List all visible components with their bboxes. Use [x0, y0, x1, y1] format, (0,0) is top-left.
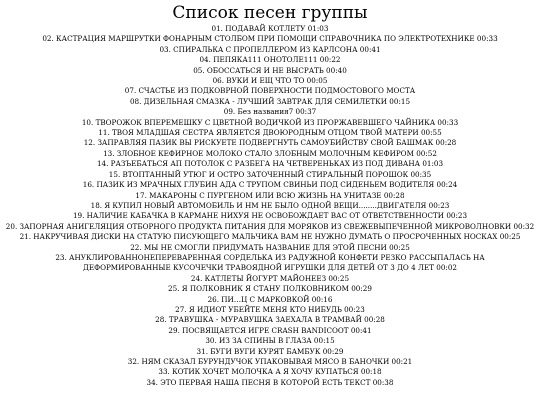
- song-list-item: 21. НАКРУЧИВАЯ ДИСКИ НА СТАТУЮ ПИСУЮЩЕГО МАЛЬЧИКА ВАМ НЕ НУЖНО ДУМАТЬ О ПРОСРОЧЕННЫХ НОСКАХ 00:25: [19, 232, 521, 242]
- song-list-item: 13. ЗЛОБНОЕ КЕФИРНОЕ МОЛОКО СТАЛО ЗЛОБНЫМ МОЛОЧНЫМ КЕФИРОМ 00:52: [103, 148, 437, 158]
- song-list-item: 26. ПИ…Ц С МАРКОВКОЙ 00:16: [207, 294, 333, 304]
- song-list-item: 27. Я ИДИОТ УБЕЙТЕ МЕНЯ КТО НИБУДЬ 00:23: [175, 304, 365, 314]
- song-list-item: 14. РАЗЪЕБАТЬСЯ АП ПОТОЛОК С РАЗБЕГА НА ЧЕТВЕРЕНЬКАХ ИЗ ПОД ДИВАНА 01:03: [96, 159, 444, 169]
- song-list-item: 02. КАСТРАЦИЯ МАРШРУТКИ ФОНАРНЫМ СТОЛБОМ ПРИ ПОМОЩИ СПРАВОЧНИКА ПО ЭЛЕКТРОТЕХНИКЕ 00:33: [42, 34, 498, 44]
- song-list-item: 31. БУГИ ВУГИ КУРЯТ БАМБУК 00:29: [196, 346, 344, 356]
- song-list-item: 05. ОБОССАТЬСЯ И НЕ ВЫСРАТЬ 00:40: [193, 65, 347, 75]
- song-list-item: 24. КАТЛЕТЫ ЙОГУРТ МАЙОНЕЕЗ 00:25: [190, 273, 350, 283]
- song-list-item: 33. КОТИК ХОЧЕТ МОЛОЧКА А Я ХОЧУ КУПАТЬСЯ 00:18: [158, 367, 382, 377]
- song-list-item: 06. ВУКИ И ЕЩ ЧТО ТО 00:05: [212, 76, 328, 86]
- song-list-item: 19. НАЛИЧИЕ КАБАЧКА В КАРМАНЕ НИХУЯ НЕ ОСВОБОЖДАЕТ ВАС ОТ ОТВЕТСТВЕННОСТИ 00:23: [72, 211, 468, 221]
- song-list-item: 32. НЯМ СКАЗАЛ БУРУНДУЧОК УПАКОВЫВАЯ МЯСО В БАНОЧКИ 00:21: [127, 357, 413, 366]
- song-list-item: 22. МЫ НЕ СМОГЛИ ПРИДУМАТЬ НАЗВАНИЕ ДЛЯ ЭТОЙ ПЕСНИ 00:25: [130, 242, 410, 252]
- song-list-item: 18. Я КУПИЛ НОВЫЙ АВТОМОБИЛЬ И НМ НЕ БЫЛО ОДНОЙ ВЕЩИ........ДВИГАТЕЛЯ 00:23: [90, 200, 450, 210]
- song-list-item: 01. ПОДАВАЙ КОТЛЕТУ 01:03: [211, 24, 329, 33]
- song-list-item: 09. Без названия7 00:37: [223, 107, 317, 117]
- song-list-item: 25. Я ПОЛКОВНИК Я СТАНУ ПОЛКОВНИКОМ 00:29: [168, 284, 372, 294]
- song-list-item: 20. ЗАПОРНАЯ АНИГЕЛЯЦИЯ ОТБОРНОГО ПРОДУКТА ПИТАНИЯ ДЛЯ МОРЯКОВ ИЗ СВЕЖЕВЫПЕЧЕННОЙ МИКРОВОЛНОВКИ 00:32: [5, 221, 535, 231]
- song-list-item: 10. ТВОРОЖОК ВПЕРЕМЕШКУ С ЦВЕТНОЙ ВОДИЧКОЙ ИЗ ПРОРЖАВЕВШЕГО ЧАЙНИКА 00:33: [81, 117, 459, 127]
- song-list-item: 07. СЧАСТЬЕ ИЗ ПОДКОВРНОЙ ПОВЕРХНОСТИ ПОДМОСТОВОГО МОСТА: [124, 86, 416, 96]
- song-list-item: 17. МАКАРОНЫ С ПУРГЕНОМ ИЛИ ВСЮ ЖИЗНЬ НА УНИТАЗЕ 00:28: [135, 190, 405, 200]
- song-list-item: 15. ВТОПТАННЫЙ УТЮГ И ОСТРО ЗАТОЧЕННЫЙ СТИРАЛЬНЫЙ ПОРОШОК 00:35: [108, 169, 432, 179]
- song-list: [0, 24, 540, 388]
- song-list-item: 08. ДИЗЕЛЬНАЯ СМАЗКА - ЛУЧШИЙ ЗАВТРАК ДЛЯ СЕМИЛЕТКИ 00:15: [129, 96, 411, 106]
- song-list-item: 12. ЗАПРАВЛЯЯ ПАЗИК ВЫ РИСКУЕТЕ ПОДВЕРГНУТЬ САМОУБИЙСТВУ СВОЙ БАШМАК 00:28: [83, 138, 457, 148]
- song-list-item: 03. СПИРАЛЬКА С ПРОПЕЛЛЕРОМ ИЗ КАРЛСОНА 00:41: [159, 44, 381, 54]
- song-list-item: 28. ТРАВУШКА - МУРАВУШКА ЗАЕХАЛА В ТРАМВАЙ 00:28: [155, 315, 385, 325]
- song-list-item: 30. ИЗ ЗА СПИНЫ В ГЛАЗА 00:15: [205, 336, 335, 346]
- song-list-item: 34. ЭТО ПЕРВАЯ НАША ПЕСНЯ В КОТОРОЙ ЕСТЬ ТЕКСТ 00:38: [146, 377, 394, 387]
- song-list-item: 23. АНУКЛИРОВАННОНЕПЕРЕВАРЕННАЯ СОРДЕЛЬКА ИЗ РАДУЖНОЙ КОНФЕТИ РЕЗКО РАССЫПАЛАСЬ НА ДЕФОРМИРОВАННЫЕ КУСОЧЕЧКИ ТРАВОЯДНОЙ ИГРУШКИ ДЛЯ ДЕТЕЙ ОТ 3 ДО 4 ЛЕТ 00:02: [55, 252, 485, 273]
- song-list-item: 16. ПАЗИК ИЗ МРАЧНЫХ ГЛУБИН АДА С ТРУПОМ СВИНЬИ ПОД СИДЕНЬЕМ ВОДИТЕЛЯ 00:24: [82, 180, 458, 190]
- page-title: Список песен группы: [172, 3, 368, 23]
- song-list-item: 11. ТВОЯ МЛАДШАЯ СЕСТРА ЯВЛЯЕТСЯ ДВОЮРОДНЫМ ОТЦОМ ТВОЙ МАТЕРИ 00:55: [98, 128, 442, 138]
- song-list-item: 29. ПОСВЯЩАЕТСЯ ИГРЕ CRASH BANDICOOT 00:41: [168, 325, 372, 335]
- song-list-item: 04. ПЕПЯКА111 ОНОТОЛЕ111 00:22: [199, 55, 341, 65]
